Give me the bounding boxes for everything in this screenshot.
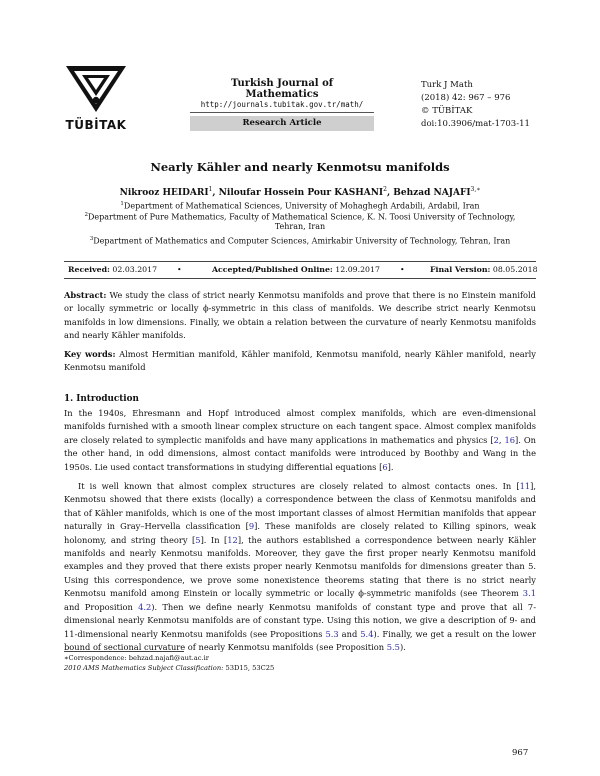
citation-link[interactable]: 5.3 <box>325 628 339 639</box>
msc-label: 2010 AMS Mathematics Subject Classification: <box>64 664 224 672</box>
body-text-run: and <box>338 628 361 639</box>
abstract <box>64 289 536 343</box>
footnote-rule <box>64 651 184 652</box>
body-text-run: It is well known that almost complex structures are closely related to almost contacts ones. In [ <box>78 481 520 492</box>
body-text-run: In the 1940s, Ehresmann and Hopf introduced almost complex manifolds, which are even-dimensional manifolds furnished with a smooth linear complex structure on each tangent space. Almost complex manifolds are closely related to symplectic manifolds and have many applications in mathematics and physics [ <box>64 408 536 445</box>
affil-text: Department of Mathematics and Computer Sciences, Amirkabir University of Technology, Tehran, Iran <box>93 236 511 246</box>
keywords-text: Almost Hermitian manifold, Kähler manifold, Kenmotsu manifold, nearly Kähler manifold, nearly Kenmotsu manifold <box>64 349 536 373</box>
copyright: © TÜBİTAK <box>421 106 473 116</box>
body-text-run: ]. <box>387 461 394 472</box>
body-text-run: ], the authors established a correspondence between nearly Kähler manifolds and nearly Kenmotsu manifolds. Moreover, they gave the first proper nearly Kenmotsu manifold examples and they proved that there exists proper nearly Kenmotsu manifolds for dimensions greater than 5. Using this correspondence, we prove some nonexistence theorems stating that there is no strict nearly Kenmotsu manifold among Einstein or locally symmetric or locally ϕ-symmetric manifolds (see Theorem <box>64 534 537 599</box>
author-separator: , <box>386 188 394 198</box>
msc-codes: 53D15, 53C25 <box>225 664 275 672</box>
header-rule <box>190 112 374 113</box>
author-name: Nikrooz HEIDARI <box>119 188 209 198</box>
section-heading <box>64 394 139 404</box>
affil-text: Department of Pure Mathematics, Faculty of Mathematical Science, K. N. Toosi University of Technology, <box>88 212 516 222</box>
affil-mark: 2 <box>84 212 88 218</box>
final-label: Final Version: <box>430 265 491 274</box>
paper-title: Nearly Kähler and nearly Kenmotsu manifolds <box>150 160 450 174</box>
received-date <box>68 265 157 274</box>
journal-info <box>421 79 530 131</box>
journal-title: Turkish Journal of Mathematics <box>230 78 334 100</box>
author-separator: , <box>212 188 219 198</box>
citation-link[interactable]: 11 <box>519 481 531 492</box>
affil-mark: 3 <box>89 236 94 242</box>
received-value: 02.03.2017 <box>112 265 158 274</box>
intro-text <box>64 407 536 654</box>
final-value: 08.05.2018 <box>492 265 538 274</box>
final-date <box>430 265 538 274</box>
affiliation <box>0 221 600 232</box>
accepted-date <box>212 265 380 274</box>
keywords <box>64 348 536 375</box>
citation-link[interactable]: 5 <box>195 534 201 545</box>
doi[interactable]: doi:10.3906/mat-1703-11 <box>421 119 530 129</box>
body-text-run: ). Then we define nearly Kenmotsu manifolds of constant type and prove that all 7-dimensional nearly Kenmotsu manifolds are of constant type. Using this notion, we give a description of 9- and 11-dimensional nearly Kenmotsu manifolds (see Propositions <box>64 601 537 639</box>
dates-rule-bottom <box>64 278 536 279</box>
author-affil-mark: 3,∗ <box>470 186 481 193</box>
affil-text: Tehran, Iran <box>274 222 326 231</box>
journal-url[interactable]: http://journals.tubitak.gov.tr/math/ <box>200 100 364 109</box>
author-affil-mark: 1 <box>208 186 213 193</box>
body-text-run: ], Kenmotsu showed that there exists (locally) a correspondence between the class of Kenmotsu manifolds and that of Kähler manifolds, which is one of the most important classes of almost Hermitian manifolds that appear naturally in Gray–Hervella classification [ <box>64 481 536 532</box>
author-name: Niloufar Hossein Pour KASHANI <box>218 188 384 198</box>
msc-footnote <box>64 663 274 673</box>
body-text-run: ]. These manifolds are closely related to Killing spinors, weak holonomy, and string theory [ <box>64 521 536 545</box>
author-name: Behzad NAJAFI <box>393 188 471 198</box>
body-text-run: , <box>498 434 505 445</box>
body-text-run: ). <box>399 641 406 652</box>
date-separator: • <box>400 265 405 274</box>
affil-text: Department of Mathematical Sciences, University of Mohaghegh Ardabili, Ardabil, Iran <box>123 201 480 211</box>
page-number: 967 <box>512 748 529 758</box>
dates-rule-top <box>64 261 536 262</box>
citation-link[interactable]: 2 <box>493 434 499 445</box>
accepted-value: 12.09.2017 <box>335 265 380 274</box>
abstract-text: We study the class of strict nearly Kenmotsu manifolds and prove that there is no Einstein manifold or locally symmetric or locally ϕ-symmetric in this class of manifolds. We describe strict nearly Kenmotsu manifolds in low dimensions. Finally, we obtain a relation between the curvature of nearly Kenmotsu manifolds and nearly Kähler manifolds. <box>64 290 536 341</box>
author-affil-mark: 2 <box>383 186 387 193</box>
affil-mark: 1 <box>120 201 124 207</box>
volume-pages: (2018) 42: 967 – 976 <box>421 93 511 103</box>
citation-link[interactable]: 5.4 <box>360 628 374 639</box>
section-number: 1. <box>64 394 74 404</box>
section-title: Introduction <box>76 394 139 404</box>
article-type-badge: Research Article <box>190 116 374 131</box>
keywords-label: Key words: <box>64 349 116 359</box>
body-text-run: ). Finally, we get a result on the lower bound of sectional curvature of nearly Kenmotsu manifolds (see Proposition <box>64 628 536 652</box>
journal-abbrev: Turk J Math <box>421 80 473 90</box>
body-text-run: ]. In [ <box>200 534 228 545</box>
correspondence-footnote: ∗Correspondence: behzad.najafi@aut.ac.ir <box>64 654 209 662</box>
dates-line <box>64 265 536 277</box>
logo-text: TÜBİTAK <box>65 118 127 132</box>
footnotes <box>64 653 274 673</box>
citation-link[interactable]: 3.1 <box>522 588 536 599</box>
citation-link[interactable]: 9 <box>248 521 255 532</box>
affiliation <box>0 234 600 247</box>
citation-link[interactable]: 4.2 <box>138 601 152 612</box>
body-text-run: ]. On the other hand, in odd dimensions, almost contact manifolds were introduced by Boothby and Wang in the 1950s. Lie used contact transformations in studying differential equations [ <box>64 434 536 472</box>
date-separator: • <box>177 265 182 274</box>
citation-link[interactable]: 12 <box>227 534 238 545</box>
citation-link[interactable]: 5.5 <box>386 641 400 652</box>
abstract-label: Abstract: <box>64 290 107 300</box>
author-list <box>0 186 600 198</box>
body-text-run: and Proposition <box>64 601 139 612</box>
accepted-label: Accepted/Published Online: <box>212 265 333 274</box>
citation-link[interactable]: 6 <box>382 461 388 472</box>
received-label: Received: <box>68 265 110 274</box>
citation-link[interactable]: 16 <box>504 434 516 445</box>
intro-paragraph-2 <box>64 480 536 654</box>
intro-paragraph-1 <box>64 407 536 474</box>
